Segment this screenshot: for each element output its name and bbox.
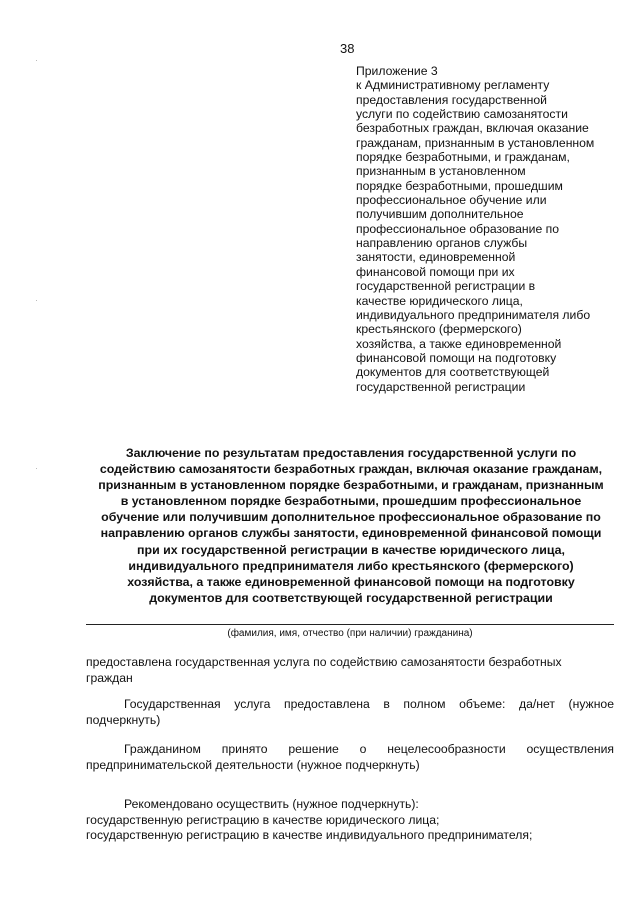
title-line: при их государственной регистрации в качестве юридического лица, [137, 542, 565, 557]
conclusion-title [86, 445, 616, 606]
appendix-line: к Административному регламенту [356, 78, 550, 93]
appendix-line: крестьянского (фермерского) [356, 322, 522, 337]
page-number: 38 [340, 41, 355, 56]
appendix-line: услуги по содействию самозанятости [356, 107, 568, 122]
appendix-line: безработных граждан, включая оказание [356, 121, 589, 136]
scan-speck [36, 60, 37, 61]
appendix-line: индивидуального предпринимателя либо [356, 307, 591, 322]
scan-speck [36, 300, 37, 301]
scan-speck [36, 468, 37, 469]
paragraph-citizen-decision [86, 742, 614, 773]
title-line: индивидуального предпринимателя либо крестьянского (фермерского) [128, 558, 574, 573]
paragraph-service-volume [86, 697, 614, 728]
text-line: государственную регистрацию в качестве юридического лица; [86, 812, 440, 827]
text-line: предпринимательской деятельности (нужное подчеркнуть) [86, 757, 420, 772]
appendix-line: государственной регистрации [356, 379, 526, 394]
title-line: хозяйства, а также единовременной финансовой помощи на подготовку [127, 574, 575, 589]
appendix-line: порядке безработными, прошедшим [356, 178, 563, 193]
text-line: граждан [86, 670, 133, 685]
appendix-line: документов для соответствующей [356, 365, 550, 380]
text-line: подчеркнуть) [86, 712, 161, 727]
appendix-line: занятости, единовременной [356, 250, 516, 265]
appendix-line: направлению органов службы [356, 236, 528, 251]
appendix-line: порядке безработными, и гражданам, [356, 150, 570, 165]
title-line: содействию самозанятости безработных граждан, включая оказание гражданам, [99, 462, 603, 477]
text-line: Государственная услуга предоставлена в полном объеме: да/нет (нужное [124, 697, 614, 711]
title-line: признанным в установленном порядке безработными, и гражданам, признанным [98, 478, 604, 493]
appendix-line: профессиональное обучение или [356, 193, 547, 208]
text-line: Рекомендовано осуществить (нужное подчеркнуть): [124, 797, 419, 811]
appendix-line: гражданам, признанным в установленном [356, 135, 595, 150]
appendix-line: профессиональное образование по [356, 221, 559, 236]
text-line: государственную регистрацию в качестве индивидуального предпринимателя; [86, 828, 533, 842]
text-line: Гражданином принято решение о нецелесообразности осуществления [124, 742, 614, 756]
appendix-line: получившим дополнительное [356, 207, 524, 222]
appendix-line: признанным в установленном [356, 164, 526, 179]
paragraph-service-provided [86, 655, 614, 686]
title-line: обучение или получившим дополнительное профессиональное образование по [101, 510, 601, 525]
appendix-line: государственной регистрации в [356, 279, 536, 294]
title-line: направлению органов службы занятости, единовременной финансовой помощи [100, 526, 602, 541]
title-line: Заключение по результатам предоставления государственной услуги по [125, 446, 577, 460]
title-line: документов для соответствующей государственной регистрации [149, 590, 553, 605]
appendix-line: Приложение 3 [356, 64, 438, 78]
title-line: в установленном порядке безработными, прошедшим профессиональное [120, 494, 582, 509]
paragraph-recommendation [86, 797, 614, 844]
appendix-header [356, 64, 602, 394]
text-line: предоставлена государственная услуга по содействию самозанятости безработных [86, 655, 562, 669]
appendix-line: хозяйства, а также единовременной [356, 336, 562, 351]
appendix-line: финансовой помощи на подготовку [356, 350, 557, 365]
appendix-line: предоставления государственной [356, 92, 547, 107]
fio-caption: (фамилия, имя, отчество (при наличии) гражданина) [227, 628, 473, 639]
fio-underline [86, 624, 614, 625]
appendix-line: финансовой помощи при их [356, 264, 515, 279]
appendix-line: качестве юридического лица, [356, 293, 523, 308]
